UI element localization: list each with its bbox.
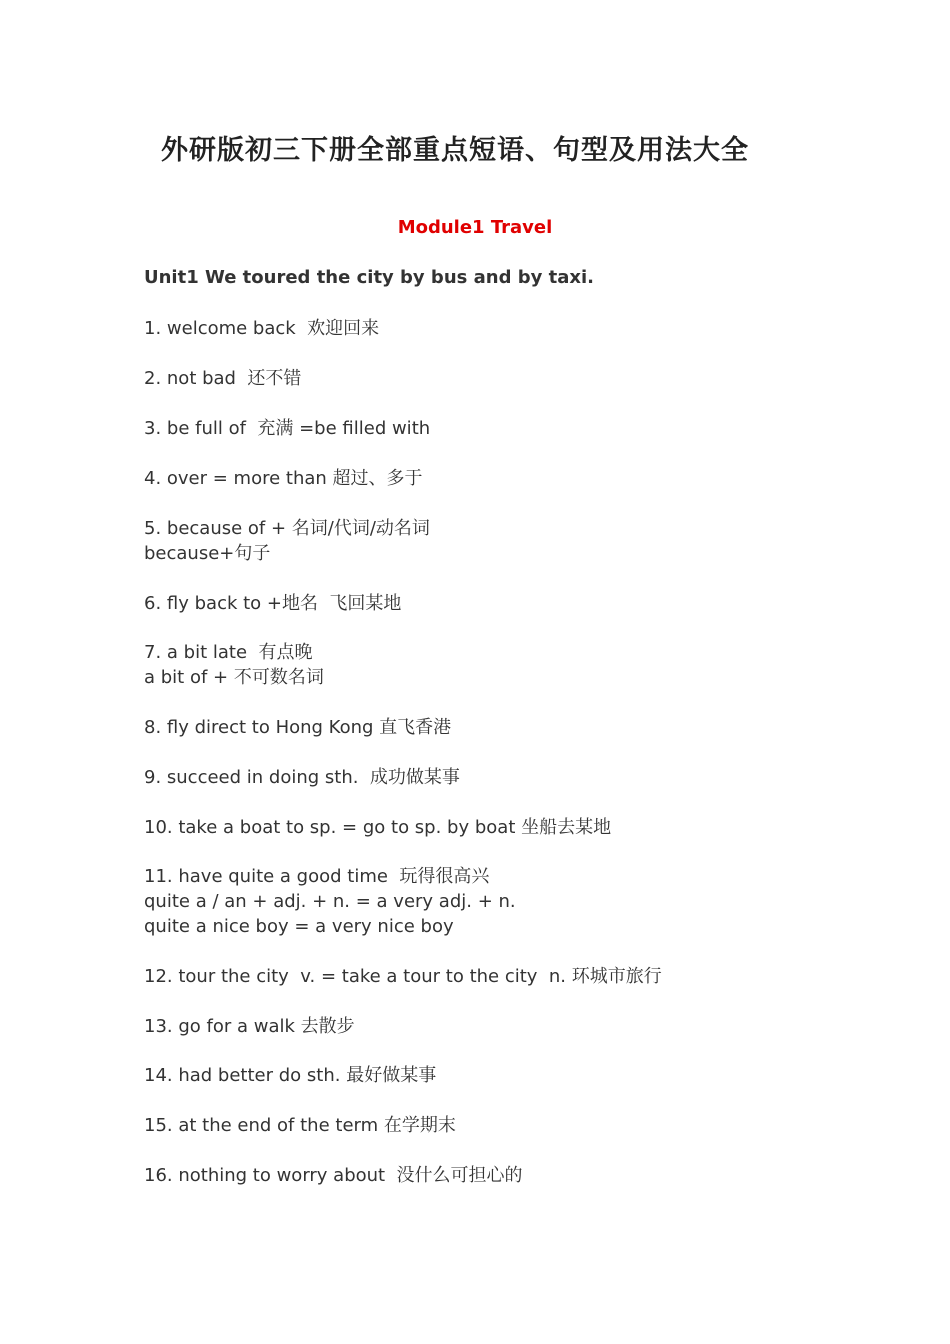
phrase-item-8: 8. fly direct to Hong Kong 直飞香港 bbox=[144, 717, 452, 738]
phrase-item-5-note: because+句子 bbox=[144, 543, 271, 564]
phrase-item-2: 2. not bad 还不错 bbox=[144, 368, 302, 389]
phrase-item-12: 12. tour the city v. = take a tour to the city n. 环城市旅行 bbox=[144, 966, 662, 987]
phrase-item-16: 16. nothing to worry about 没什么可担心的 bbox=[144, 1165, 523, 1186]
phrase-item-7: 7. a bit late 有点晚 bbox=[144, 642, 313, 663]
phrase-item-6: 6. fly back to +地名 飞回某地 bbox=[144, 593, 402, 614]
phrase-item-13: 13. go for a walk 去散步 bbox=[144, 1016, 355, 1037]
unit-heading: Unit1 We toured the city by bus and by taxi. bbox=[144, 267, 594, 288]
phrase-item-15: 15. at the end of the term 在学期末 bbox=[144, 1115, 456, 1136]
phrase-item-5: 5. because of + 名词/代词/动名词 bbox=[144, 518, 430, 539]
phrase-item-11-note-2: quite a nice boy = a very nice boy bbox=[144, 916, 454, 937]
phrase-item-11-note-1: quite a / an + adj. + n. = a very adj. + n. bbox=[144, 891, 516, 912]
phrase-item-1: 1. welcome back 欢迎回来 bbox=[144, 318, 380, 339]
phrase-item-9: 9. succeed in doing sth. 成功做某事 bbox=[144, 767, 460, 788]
phrase-item-11: 11. have quite a good time 玩得很高兴 bbox=[144, 866, 490, 887]
phrase-item-7-note: a bit of + 不可数名词 bbox=[144, 667, 324, 688]
phrase-item-14: 14. had better do sth. 最好做某事 bbox=[144, 1065, 437, 1086]
phrase-item-10: 10. take a boat to sp. = go to sp. by boat 坐船去某地 bbox=[144, 817, 612, 838]
phrase-item-3: 3. be full of 充满 =be filled with bbox=[144, 418, 431, 439]
phrase-item-4: 4. over = more than 超过、多于 bbox=[144, 468, 423, 489]
module-heading: Module1 Travel bbox=[397, 217, 553, 238]
document-title: 外研版初三下册全部重点短语、句型及用法大全 bbox=[161, 135, 749, 166]
